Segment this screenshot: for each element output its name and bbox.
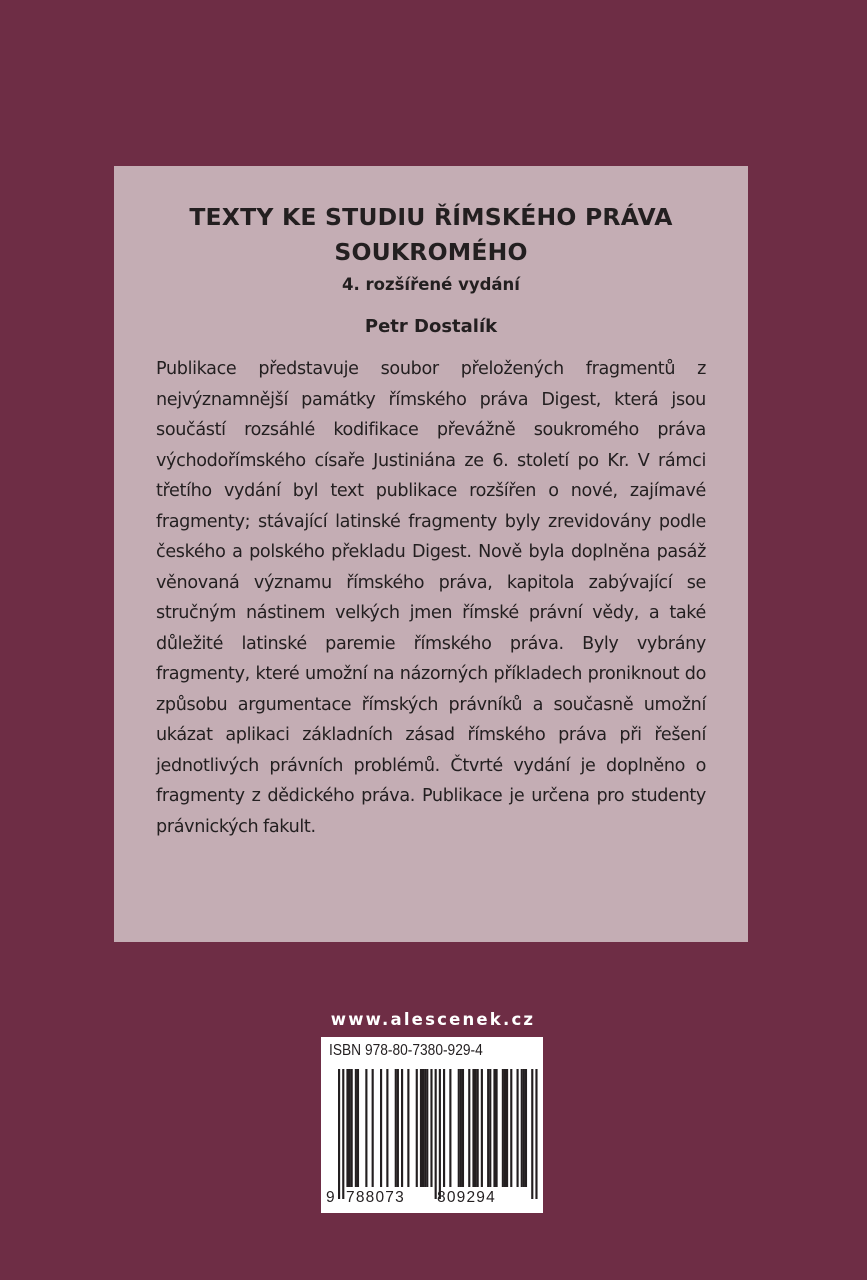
barcode-bar xyxy=(439,1069,441,1199)
barcode-bar xyxy=(525,1069,527,1187)
barcode-bar xyxy=(510,1069,512,1187)
barcode-bar xyxy=(407,1069,409,1187)
barcode-bar xyxy=(430,1069,432,1187)
barcode-bar xyxy=(462,1069,464,1187)
blurb-panel xyxy=(114,166,748,942)
barcode-bar xyxy=(416,1069,418,1187)
barcode-bar xyxy=(517,1069,519,1187)
barcode-bar xyxy=(349,1069,351,1187)
barcode-bar xyxy=(531,1069,533,1199)
title-line-1: TEXTY KE STUDIU ŘÍMSKÉHO PRÁVA xyxy=(189,203,673,231)
barcode-bar xyxy=(521,1069,523,1187)
barcode-bar xyxy=(487,1069,489,1187)
barcode-bar xyxy=(489,1069,491,1187)
barcode-bar xyxy=(338,1069,340,1199)
barcode-bar xyxy=(475,1069,477,1187)
title-line-2: SOUKROMÉHO xyxy=(334,238,528,266)
barcode-bar xyxy=(458,1069,460,1187)
barcode-bar xyxy=(468,1069,470,1187)
barcode-bar xyxy=(477,1069,479,1187)
barcode-bar xyxy=(401,1069,403,1187)
barcode-bar xyxy=(342,1069,344,1199)
barcode-bar xyxy=(365,1069,367,1187)
barcode-bar xyxy=(493,1069,495,1187)
barcode-bars xyxy=(321,1037,543,1213)
barcode-bar xyxy=(502,1069,504,1187)
barcode-bar xyxy=(472,1069,474,1187)
barcode-digits-right: 809294 xyxy=(437,1189,496,1206)
barcode-bar xyxy=(535,1069,537,1199)
barcode-bar xyxy=(346,1069,348,1187)
barcode-bar xyxy=(426,1069,428,1187)
barcode-bar xyxy=(420,1069,422,1187)
book-title xyxy=(156,200,706,270)
isbn-barcode xyxy=(321,1037,543,1213)
barcode-digits-left: 788073 xyxy=(346,1189,405,1206)
barcode-bar xyxy=(460,1069,462,1187)
barcode-bar xyxy=(506,1069,508,1187)
barcode-bar xyxy=(386,1069,388,1187)
barcode-bar xyxy=(380,1069,382,1187)
barcode-bar xyxy=(435,1069,437,1199)
barcode-bar xyxy=(424,1069,426,1187)
barcode-bar xyxy=(443,1069,445,1187)
barcode-bar xyxy=(449,1069,451,1187)
barcode-digit-lead: 9 xyxy=(326,1189,336,1206)
barcode-bar xyxy=(481,1069,483,1187)
barcode-bar xyxy=(357,1069,359,1187)
barcode-bar xyxy=(523,1069,525,1187)
barcode-bar xyxy=(355,1069,357,1187)
barcode-bar xyxy=(351,1069,353,1187)
edition-label: 4. rozšířené vydání xyxy=(342,275,520,294)
isbn-label: ISBN 978-80-7380-929-4 xyxy=(329,1042,483,1059)
barcode-bar xyxy=(496,1069,498,1187)
author-name: Petr Dostalík xyxy=(364,316,498,337)
barcode-bar xyxy=(395,1069,397,1187)
description-text: Publikace představuje soubor přeložených fragmentů z nejvýznamnější památky římského práva Digest, která jsou součástí rozsáhlé kodifikace převážně soukromého práva východořímského císaře Justiniána ze 6. století po Kr. V rámci třetího vydání byl text publikace rozšířen o nové, zajímavé fragmenty; stávající latinské fragmenty byly zrevidovány podle českého a polského překladu Digest. Nově byla doplněna pasáž věnovaná významu římského práva, kapitola zabývající se stručným nástinem velkých jmen římské právní vědy, a také důležité latinské paremie římského práva. Byly vybrány fragmenty, které umožní na názorných příkladech proniknout do způsobu argumentace římských právníků a současně umožní ukázat aplikaci základních zásad římského práva při řešení jednotlivých právních problémů. Čtvrté vydání je doplněno o fragmenty z dědického práva. Publikace je určena pro studenty právnických fakult. xyxy=(156,359,706,837)
barcode-bar xyxy=(504,1069,506,1187)
barcode-bar xyxy=(422,1069,424,1187)
barcode-bar xyxy=(372,1069,374,1187)
barcode-bar xyxy=(397,1069,399,1187)
publisher-website[interactable]: www.alescenek.cz xyxy=(330,1010,536,1029)
